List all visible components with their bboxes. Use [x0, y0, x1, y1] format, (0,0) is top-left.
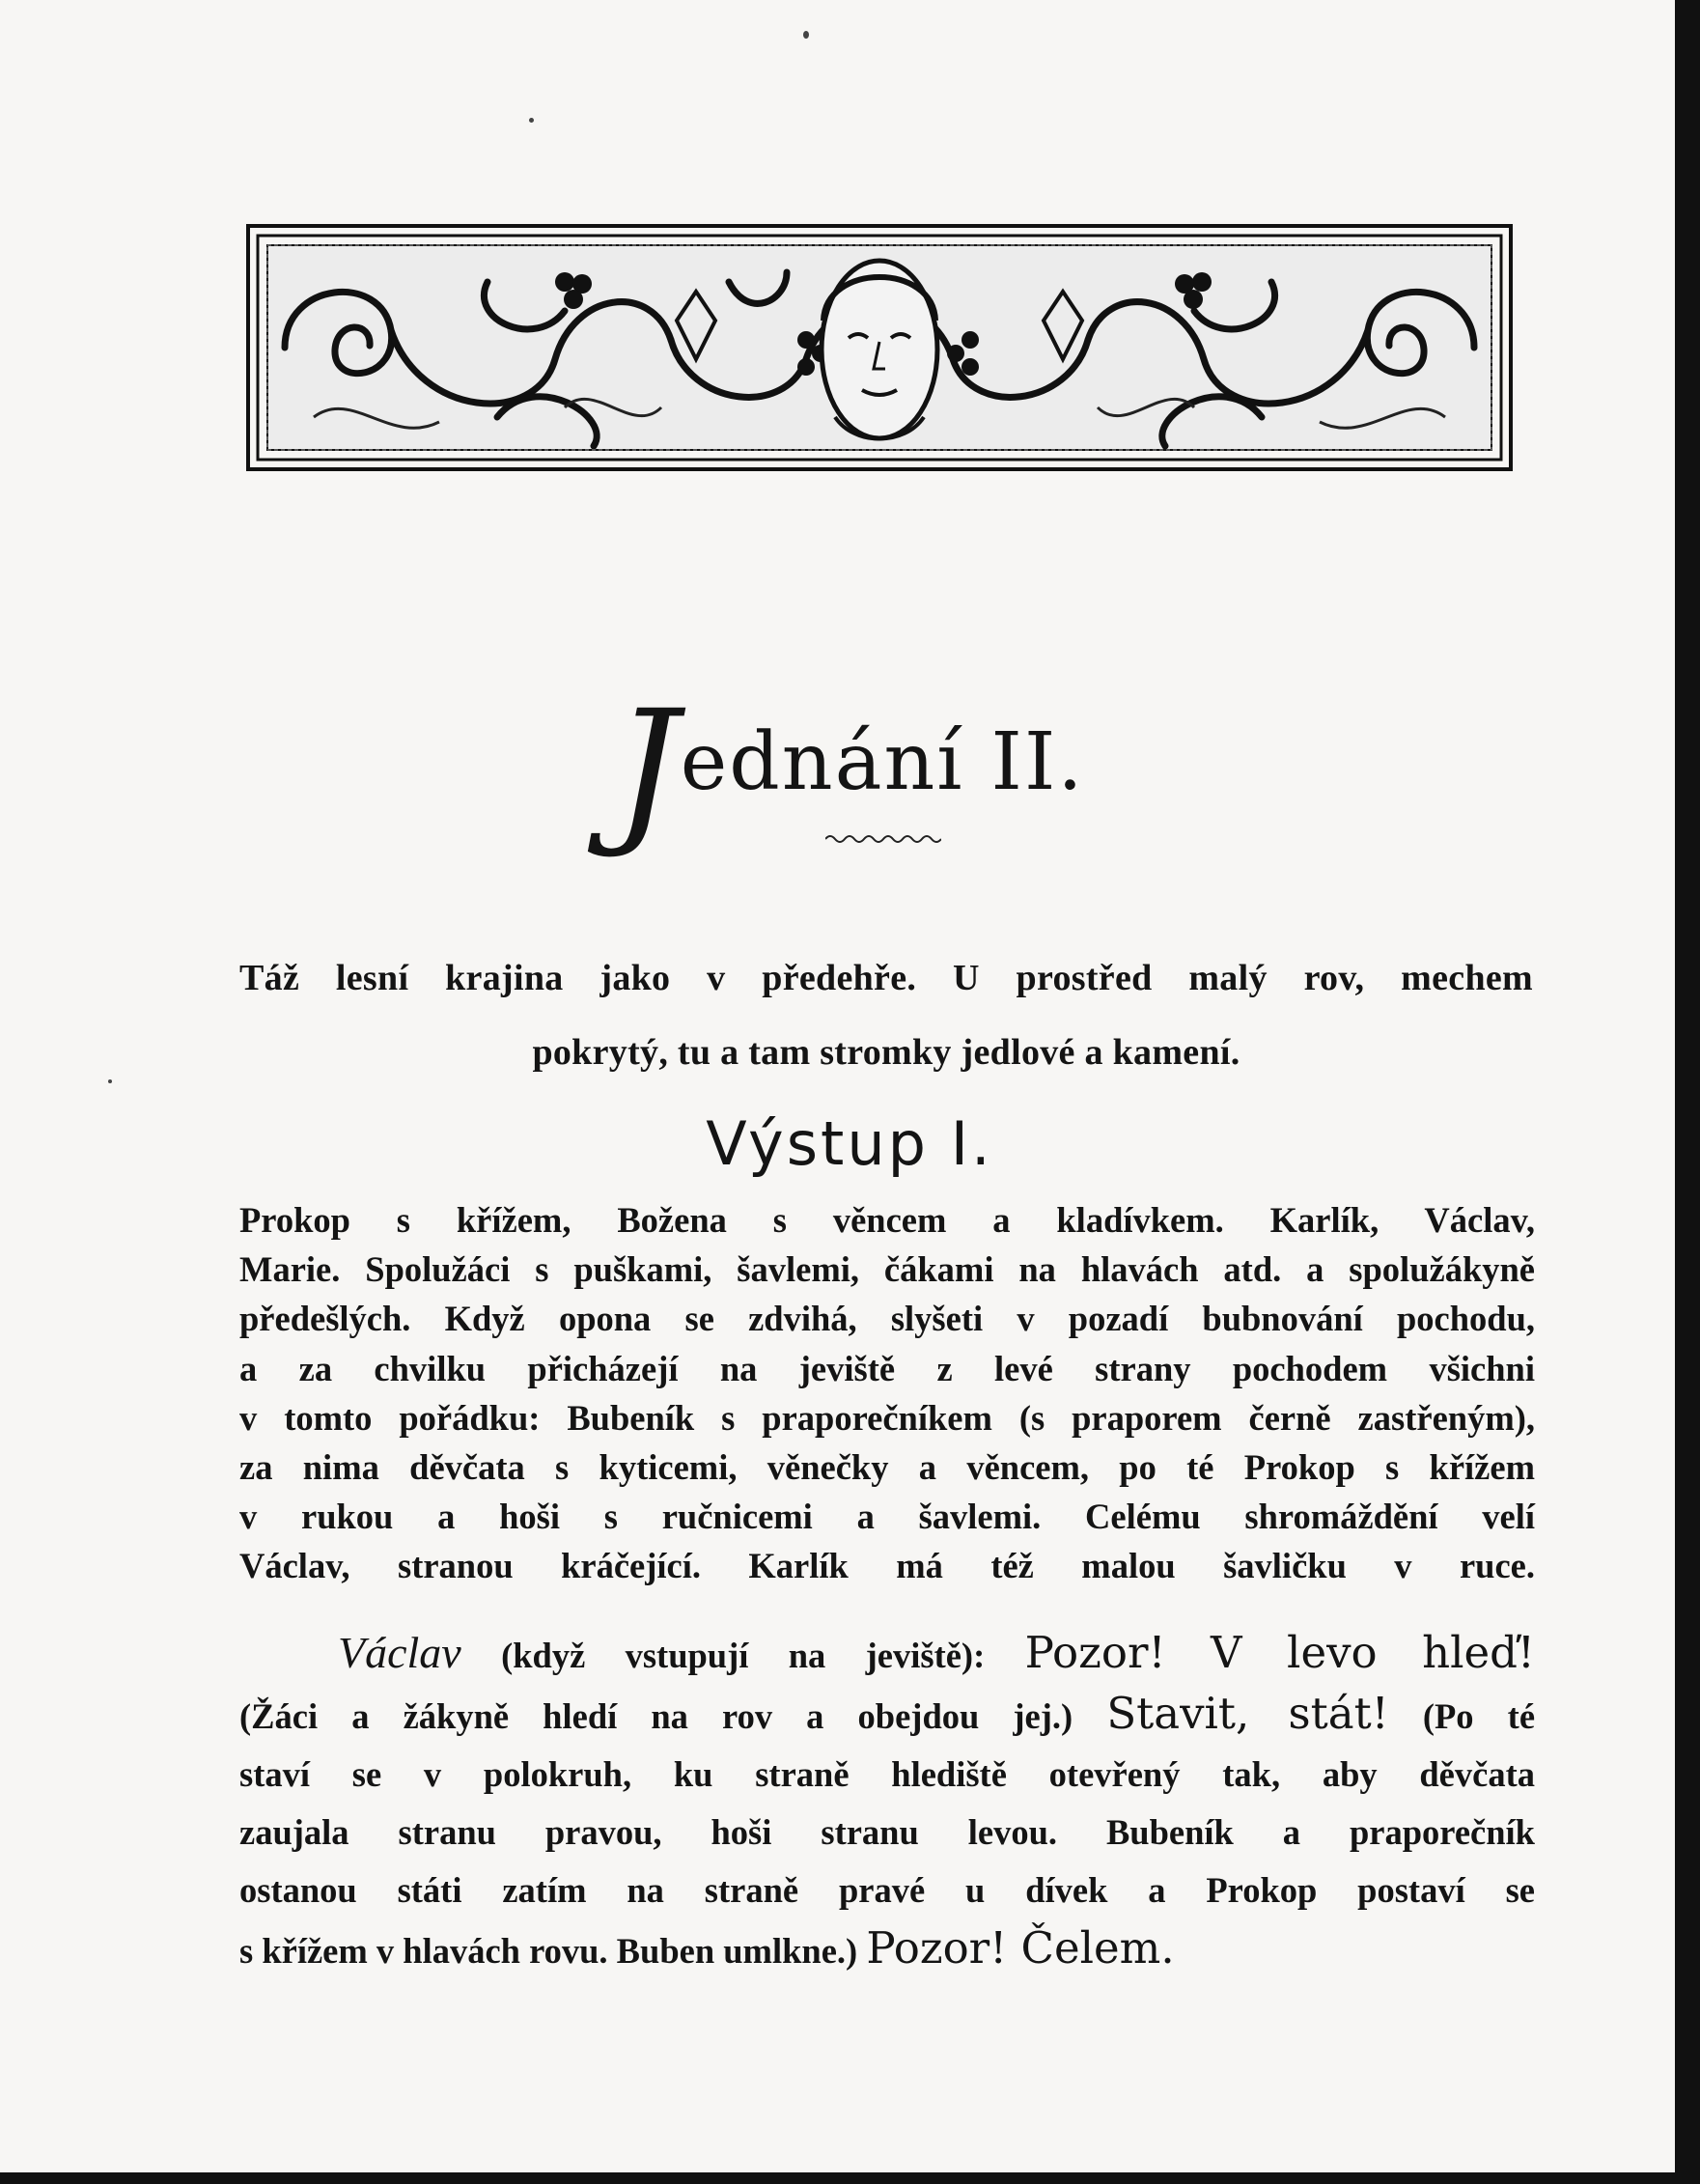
stage-direction-line: a za chvilku přicházejí na jeviště z levé strany pochodem všichni	[239, 1348, 1535, 1388]
setting-line: Táž lesní krajina jako v předehře. U prostřed malý rov, mechem	[239, 958, 1533, 998]
spoken-text: Pozor! V levo hleď!	[1024, 1627, 1536, 1678]
act-title	[541, 675, 1158, 861]
scan-edge-bottom	[0, 2172, 1700, 2184]
speaker-name: Václav	[338, 1628, 461, 1677]
print-speck	[529, 118, 534, 123]
scan-edge-right	[1675, 0, 1700, 2184]
act-title-initial: J	[614, 675, 679, 861]
dialogue-line	[239, 1919, 1535, 1980]
dialogue-direction: (Žáci a žákyně hledí na rov a obejdou jej.)	[239, 1696, 1073, 1736]
spoken-text: Stavit, stát!	[1106, 1688, 1389, 1739]
print-speck	[108, 1079, 112, 1083]
dialogue-line: zaujala stranu pravou, hoši stranu levou. Bubeník a praporečník	[239, 1812, 1535, 1852]
setting-description	[239, 941, 1533, 1090]
dialogue-direction: (když vstupují na jeviště):	[501, 1636, 986, 1675]
dialogue-line: staví se v polokruh, ku straně hlediště otevřený tak, aby děvčata	[239, 1754, 1535, 1794]
act-title-text: ednání II.	[680, 716, 1085, 808]
print-speck	[803, 31, 809, 39]
dialogue-direction: (Po té	[1422, 1696, 1536, 1736]
stage-direction-line: v tomto pořádku: Bubeník s praporečníkem (s praporem černě zastřeným),	[239, 1397, 1535, 1438]
floral-scroll-headpiece-with-face-icon	[246, 224, 1513, 471]
stage-direction-line: za nima děvčata s kyticemi, věnečky a věncem, po té Prokop s křížem	[239, 1447, 1535, 1488]
dialogue-direction: s křížem v hlavách rovu. Buben umlkne.)	[239, 1931, 858, 1971]
stage-direction-line: Václav, stranou kráčející. Karlík má též malou šavličku v ruce.	[239, 1546, 1535, 1586]
stage-direction	[239, 1195, 1535, 1591]
stage-direction-line: Prokop s křížem, Božena s věncem a kladívkem. Karlík, Václav,	[239, 1200, 1535, 1240]
dialogue-line: ostanou státi zatím na straně pravé u dívek a Prokop postaví se	[239, 1870, 1535, 1910]
spoken-text: Pozor! Čelem.	[866, 1922, 1175, 1974]
dialogue-line	[239, 1624, 1535, 1685]
scene-title: Výstup I.	[706, 1108, 993, 1179]
dialogue-paragraph	[239, 1624, 1535, 1980]
stage-direction-line: v rukou a hoši s ručnicemi a šavlemi. Celému shromáždění velí	[239, 1497, 1535, 1537]
dialogue-line	[239, 1685, 1535, 1746]
stage-direction-line: Marie. Spolužáci s puškami, šavlemi, čákami na hlavách atd. a spolužákyně	[239, 1249, 1535, 1290]
setting-line: pokrytý, tu a tam stromky jedlové a kamení.	[532, 1032, 1240, 1073]
stage-direction-line: předešlých. Když opona se zdvihá, slyšeti v pozadí bubnování pochodu,	[239, 1299, 1535, 1339]
title-underline-squiggle-icon	[825, 832, 941, 846]
